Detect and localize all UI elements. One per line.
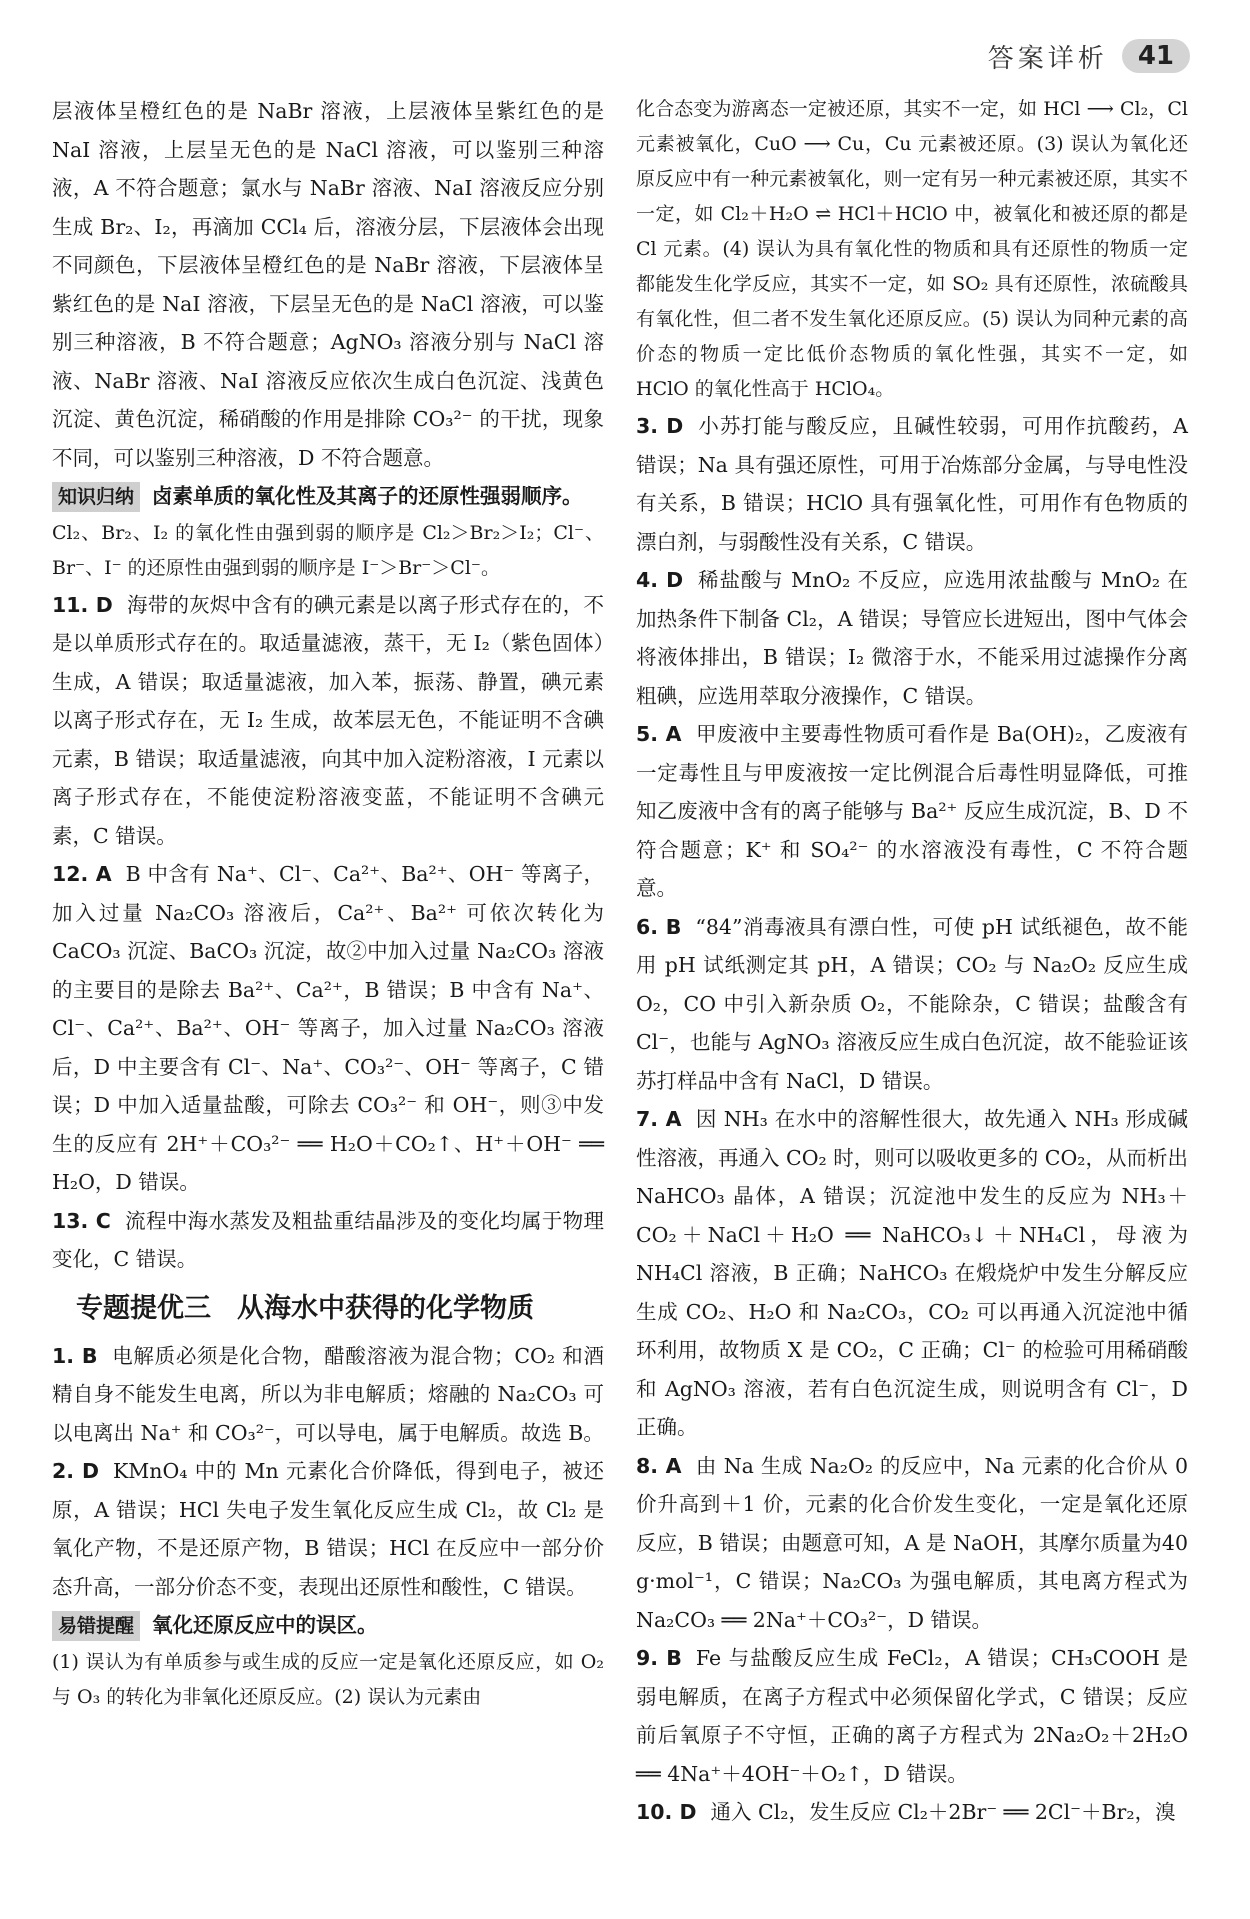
answer-13 xyxy=(52,1202,604,1279)
section-answer-10 xyxy=(636,1793,1188,1832)
knowledge-box-title: 卤素单质的氧化性及其离子的还原性强弱顺序。 xyxy=(152,484,583,508)
answer-10-continued: 层液体呈橙红色的是 NaBr 溶液，上层液体呈紫红色的是 NaI 溶液，上层呈无色的是 NaCl 溶液，可以鉴别三种溶液，A 不符合题意；氯水与 NaBr 溶液、NaI 溶液反应分别生成 Br₂、I₂，再滴加 CCl₄ 后，溶液分层，下层液体会出现不同颜色，下层液体呈橙红色的是 NaBr 溶液，下层液体呈紫红色的是 NaI 溶液，下层呈无色的是 NaCl 溶液，可以鉴别三种溶液，B 不符合题意；AgNO₃ 溶液分别与 NaCl 溶液、NaBr 溶液、NaI 溶液反应依次生成白色沉淀、浅黄色沉淀、黄色沉淀，稀硝酸的作用是排除 CO₃²⁻ 的干扰，现象不同，可以鉴别三种溶液，D 不符合题意。 xyxy=(52,99,604,470)
pitfall-box-text: (1) 误认为有单质参与或生成的反应一定是氧化还原反应，如 O₂ 与 O₃ 的转化为非氧化还原反应。(2) 误认为元素由 xyxy=(52,1650,604,1708)
knowledge-box-text: Cl₂、Br₂、I₂ 的氧化性由强到弱的顺序是 Cl₂＞Br₂＞I₂；Cl⁻、Br⁻、I⁻ 的还原性由强到弱的顺序是 I⁻＞Br⁻＞Cl⁻。 xyxy=(52,521,604,579)
left-column xyxy=(52,92,604,1715)
section-answer-7 xyxy=(636,1100,1188,1447)
section-answer-10-text: 通入 Cl₂，发生反应 Cl₂＋2Br⁻ ══ 2Cl⁻＋Br₂，溴 xyxy=(710,1800,1176,1824)
section-title: 从海水中获得的化学物质 xyxy=(237,1292,534,1324)
section-answer-2 xyxy=(52,1452,604,1606)
section-answer-9-text: Fe 与盐酸反应生成 FeCl₂，A 错误；CH₃COOH 是弱电解质，在离子方程式中必须保留化学式，C 错误；反应前后氧原子不守恒，正确的离子方程式为 2Na₂O₂＋2H₂O ══ 4Na⁺＋4OH⁻＋O₂↑，D 错误。 xyxy=(636,1646,1188,1786)
section-answer-8 xyxy=(636,1447,1188,1640)
section-answer-4-text: 稀盐酸与 MnO₂ 不反应，应选用浓盐酸与 MnO₂ 在加热条件下制备 Cl₂，A 错误；导管应长进短出，图中气体会将液体排出，B 错误；I₂ 微溶于水，不能采用过滤操作分离粗碘，应选用萃取分液操作，C 错误。 xyxy=(636,568,1188,708)
section-heading xyxy=(76,1283,604,1335)
section-answer-7-text: 因 NH₃ 在水中的溶解性很大，故先通入 NH₃ 形成碱性溶液，再通入 CO₂ 时，则可以吸收更多的 CO₂，从而析出 NaHCO₃ 晶体，A 错误；沉淀池中发生的反应为 NH₃＋CO₂＋NaCl＋H₂O ══ NaHCO₃↓＋NH₄Cl，母液为 NH₄Cl 溶液，B 正确；NaHCO₃ 在煅烧炉中发生分解反应生成 CO₂、H₂O 和 Na₂CO₃，CO₂ 可以再通入沉淀池中循环利用，故物质 X 是 CO₂，C 正确；Cl⁻ 的检验可用稀硝酸和 AgNO₃ 溶液，若有白色沉淀生成，则说明含有 Cl⁻，D 正确。 xyxy=(636,1107,1188,1439)
page-header xyxy=(988,34,1190,78)
answer-11 xyxy=(52,586,604,856)
knowledge-box-header xyxy=(52,477,604,516)
section-answer-2-text: KMnO₄ 中的 Mn 元素化合价降低，得到电子，被还原，A 错误；HCl 失电子发生氧化反应生成 Cl₂，故 Cl₂ 是氧化产物，不是还原产物，B 错误；HCl 在反应中一部分价态升高，一部分价态不变，表现出还原性和酸性，C 错误。 xyxy=(52,1459,604,1599)
answer-11-number: 11. D xyxy=(52,592,113,617)
section-answer-2-number: 2. D xyxy=(52,1459,99,1483)
section-answer-4 xyxy=(636,561,1188,715)
section-answer-9 xyxy=(636,1639,1188,1793)
answer-13-text: 流程中海水蒸发及粗盐重结晶涉及的变化均属于物理变化，C 错误。 xyxy=(52,1208,605,1271)
pitfall-box-continued: 化合态变为游离态一定被还原，其实不一定，如 HCl ⟶ Cl₂，Cl 元素被氧化，CuO ⟶ Cu，Cu 元素被还原。(3) 误认为氧化还原反应中有一种元素被氧化，则一定有另一种元素被还原，其实不一定，如 Cl₂＋H₂O ⇌ HCl＋HClO 中，被氧化和被还原的都是 Cl 元素。(4) 误认为具有氧化性的物质和具有还原性的物质一定都能发生化学反应，其实不一定，如 SO₂ 具有还原性，浓硫酸具有氧化性，但二者不发生氧化还原反应。(5) 误认为同种元素的高价态的物质一定比低价态物质的氧化性强，其实不一定，如 HClO 的氧化性高于 HClO₄。 xyxy=(636,98,1188,400)
section-answer-6 xyxy=(636,908,1188,1101)
section-answer-1-text: 电解质必须是化合物，醋酸溶液为混合物；CO₂ 和酒精自身不能发生电离，所以为非电解质；熔融的 Na₂CO₃ 可以电离出 Na⁺ 和 CO₃²⁻，可以导电，属于电解质。故选 B。 xyxy=(52,1343,604,1445)
answer-12 xyxy=(52,855,604,1202)
section-answer-6-number: 6. B xyxy=(636,914,682,939)
section-answer-5 xyxy=(636,715,1188,908)
answer-12-text: B 中含有 Na⁺、Cl⁻、Ca²⁺、Ba²⁺、OH⁻ 等离子，加入过量 Na₂CO₃ 溶液后，Ca²⁺、Ba²⁺ 可依次转化为 CaCO₃ 沉淀、BaCO₃ 沉淀，故②中加入过量 Na₂CO₃ 溶液的主要目的是除去 Ba²⁺、Ca²⁺，B 错误；B 中含有 Na⁺、Cl⁻、Ca²⁺、Ba²⁺、OH⁻ 等离子，加入过量 Na₂CO₃ 溶液后，D 中主要含有 Cl⁻、Na⁺、CO₃²⁻、OH⁻ 等离子，C 错误；D 中加入适量盐酸，可除去 CO₃²⁻ 和 OH⁻，则③中发生的反应有 2H⁺＋CO₃²⁻ ══ H₂O＋CO₂↑、H⁺＋OH⁻ ══ H₂O，D 错误。 xyxy=(52,862,604,1194)
section-answer-5-number: 5. A xyxy=(636,722,682,746)
right-column xyxy=(636,92,1188,1832)
answer-13-number: 13. C xyxy=(52,1208,111,1233)
section-answer-6-text: “84”消毒液具有漂白性，可使 pH 试纸褪色，故不能用 pH 试纸测定其 pH，A 错误；CO₂ 与 Na₂O₂ 反应生成 O₂，CO 中引入新杂质 O₂，不能除杂，C 错误；盐酸含有 Cl⁻，也能与 AgNO₃ 溶液反应生成白色沉淀，故不能验证该苏打样品中含有 NaCl，D 错误。 xyxy=(636,914,1188,1093)
section-answer-4-number: 4. D xyxy=(636,568,684,592)
page-number-badge: 41 xyxy=(1122,39,1190,73)
section-answer-3 xyxy=(636,407,1188,561)
header-title: 答案详析 xyxy=(987,43,1108,74)
answer-12-number: 12. A xyxy=(52,862,112,886)
section-answer-8-number: 8. A xyxy=(636,1453,682,1478)
section-answer-1-number: 1. B xyxy=(52,1343,98,1368)
section-answer-7-number: 7. A xyxy=(636,1107,682,1131)
section-answer-3-text: 小苏打能与酸反应，且碱性较弱，可用作抗酸药，A 错误；Na 具有强还原性，可用于冶炼部分金属，与导电性没有关系，B 错误；HClO 具有强氧化性，可用作有色物质的漂白剂，与弱酸性没有关系，C 错误。 xyxy=(636,414,1188,554)
pitfall-box-title: 氧化还原反应中的误区。 xyxy=(152,1613,378,1637)
section-answer-10-number: 10. D xyxy=(636,1800,697,1824)
answer-11-text: 海带的灰烬中含有的碘元素是以离子形式存在的，不是以单质形式存在的。取适量滤液，蒸干，无 I₂（紫色固体）生成，A 错误；取适量滤液，加入苯，振荡、静置，碘元素以离子形式存在，无 I₂ 生成，故苯层无色，不能证明不含碘元素，B 错误；取适量滤液，向其中加入淀粉溶液，I 元素以离子形式存在，不能使淀粉溶液变蓝，不能证明不含碘元素，C 错误。 xyxy=(52,592,604,848)
section-answer-8-text: 由 Na 生成 Na₂O₂ 的反应中，Na 元素的化合价从 0 价升高到＋1 价，元素的化合价发生变化，一定是氧化还原反应，B 错误；由题意可知，A 是 NaOH，其摩尔质量为40 g·mol⁻¹，C 错误；Na₂CO₃ 为强电解质，其电离方程式为 Na₂CO₃ ══ 2Na⁺＋CO₃²⁻，D 错误。 xyxy=(636,1453,1188,1632)
pitfall-box-header xyxy=(52,1606,604,1645)
section-answer-1 xyxy=(52,1337,604,1453)
section-answer-5-text: 甲废液中主要毒性物质可看作是 Ba(OH)₂，乙废液有一定毒性且与甲废液按一定比例混合后毒性明显降低，可推知乙废液中含有的离子能够与 Ba²⁺ 反应生成沉淀，B、D 不符合题意；K⁺ 和 SO₄²⁻ 的水溶液没有毒性，C 不符合题意。 xyxy=(636,722,1188,900)
section-answer-9-number: 9. B xyxy=(636,1646,682,1670)
knowledge-tag: 知识归纳 xyxy=(52,482,140,512)
pitfall-tag: 易错提醒 xyxy=(52,1611,140,1641)
section-answer-3-number: 3. D xyxy=(636,414,684,438)
section-label: 专题提优三 xyxy=(76,1292,211,1324)
